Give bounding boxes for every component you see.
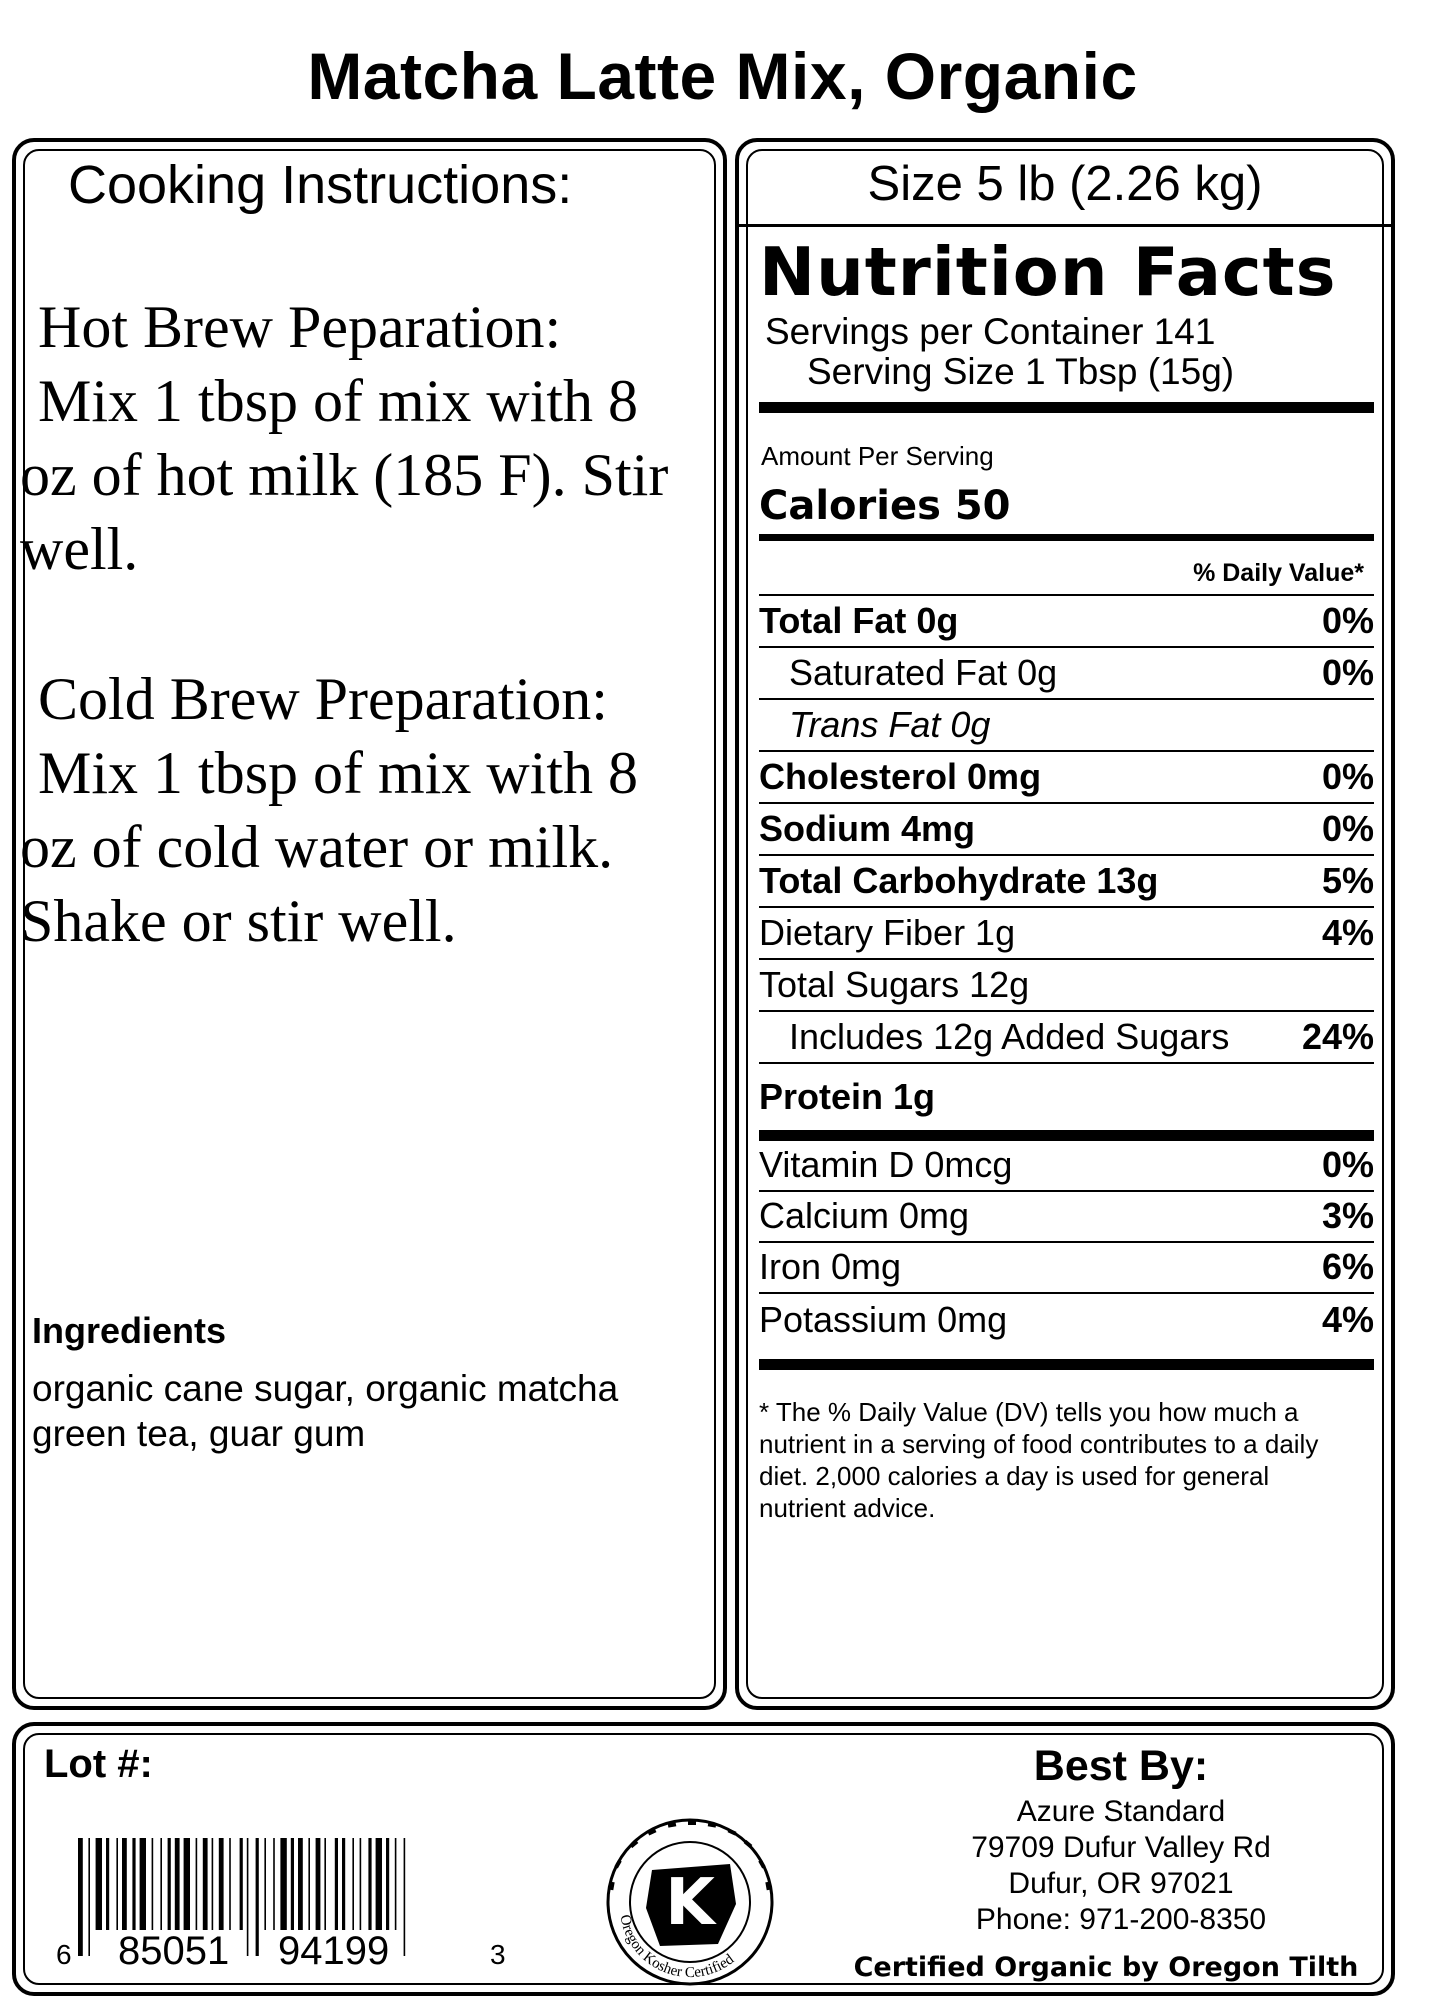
organic-certification: Certified Organic by Oregon Tilth <box>853 1952 1359 1983</box>
nutrition-facts <box>759 232 1374 1524</box>
amount-per-serving: Amount Per Serving <box>761 441 994 471</box>
product-title: Matcha Latte Mix, Organic <box>307 39 1138 113</box>
barcode-bar <box>376 1838 382 1930</box>
kosher-letter: K <box>665 1866 715 1940</box>
vitamin-name: Vitamin D 0mcg <box>759 1144 1013 1185</box>
barcode-bar <box>168 1838 171 1930</box>
barcode-bar <box>212 1838 214 1930</box>
nutrient-name: Total Sugars 12g <box>759 964 1030 1005</box>
daily-value-header: % Daily Value* <box>759 541 1374 596</box>
nutrient-row <box>759 960 1374 1012</box>
vitamin-name: Potassium 0mg <box>759 1299 1008 1340</box>
barcode-bar <box>78 1838 83 1956</box>
nutrient-name: Sodium 4mg <box>759 808 976 849</box>
barcode-bar <box>88 1838 90 1956</box>
kosher-ring-text: Oregon Kosher Certified <box>616 1913 738 1982</box>
package-size: Size 5 lb (2.26 kg) <box>867 157 1263 211</box>
city-state-zip: Dufur, OR 97021 <box>1008 1867 1234 1900</box>
barcode-bar <box>386 1838 389 1930</box>
best-by-label: Best By: <box>1033 1742 1209 1790</box>
vitamin-dv: 4% <box>1321 1299 1374 1340</box>
calories: Calories 50 <box>759 483 1011 529</box>
barcode-bar <box>324 1838 326 1930</box>
nutrient-row <box>759 856 1374 908</box>
hot-brew-heading: Hot Brew Peparation: <box>38 294 562 360</box>
nutrient-row <box>759 1012 1374 1064</box>
company-name: Azure Standard <box>1016 1795 1226 1828</box>
cold-brew-heading: Cold Brew Preparation: <box>38 666 608 732</box>
barcode-bar <box>308 1838 310 1930</box>
barcode-bar <box>96 1838 102 1930</box>
lot-number-label: Lot #: <box>44 1742 153 1786</box>
barcode-bar <box>368 1838 371 1930</box>
nutrient-dv: 24% <box>1301 1016 1374 1057</box>
barcode <box>42 1838 512 1968</box>
nutrient-name: Protein 1g <box>759 1076 936 1117</box>
vitamin-dv: 3% <box>1321 1195 1374 1236</box>
barcode-bar <box>264 1838 266 1930</box>
cooking-instructions-title: Cooking Instructions: <box>68 155 573 215</box>
instructions-panel <box>12 138 727 1710</box>
nutrient-dv: 0% <box>1321 756 1374 797</box>
thick-divider <box>759 1359 1374 1370</box>
barcode-bar <box>291 1838 294 1930</box>
serving-size: Serving Size 1 Tbsp (15g) <box>807 351 1235 392</box>
barcode-bar <box>116 1838 118 1930</box>
nutrient-dv: 0% <box>1321 808 1374 849</box>
barcode-bar <box>229 1838 231 1930</box>
thick-divider <box>759 402 1374 413</box>
phone-number: Phone: 971-200-8350 <box>975 1903 1267 1936</box>
label-footer-panel <box>12 1722 1395 1996</box>
nutrition-panel <box>735 138 1395 1710</box>
street-address: 79709 Dufur Valley Rd <box>971 1831 1271 1864</box>
cold-brew-line1: Mix 1 tbsp of mix with 8 <box>38 740 639 806</box>
barcode-bar <box>352 1838 354 1930</box>
barcode-bar <box>395 1838 397 1930</box>
barcode-first-digit: 6 <box>56 1939 72 1968</box>
barcode-bar <box>219 1838 224 1930</box>
thick-divider <box>759 1130 1374 1141</box>
barcode-bar <box>175 1838 180 1930</box>
nutrient-row <box>759 908 1374 960</box>
nutrient-name: Trans Fat 0g <box>789 704 991 745</box>
nutrient-row <box>759 596 1374 648</box>
kosher-seal-icon <box>590 1812 790 1992</box>
barcode-bar <box>160 1838 162 1930</box>
barcode-bar <box>132 1838 135 1930</box>
barcode-bar <box>316 1838 321 1930</box>
hot-brew-line1: Mix 1 tbsp of mix with 8 <box>38 368 639 434</box>
ingredients-title: Ingredients <box>32 1310 227 1351</box>
barcode-bar <box>203 1838 208 1930</box>
barcode-bar <box>360 1838 362 1930</box>
vitamin-row <box>759 1192 1374 1243</box>
best-by-block <box>906 1738 1336 1938</box>
size-divider <box>739 224 1391 227</box>
cold-brew-rest: oz of cold water or milk. Shake or stir well. <box>20 814 614 954</box>
barcode-bar <box>140 1838 146 1930</box>
ingredients-text: organic cane sugar, organic matcha green tea, guar gum <box>32 1368 619 1454</box>
hot-brew-instructions <box>20 290 710 586</box>
nutrient-name: Total Carbohydrate 13g <box>759 860 1159 901</box>
nutrient-row <box>759 752 1374 804</box>
vitamin-row <box>759 1294 1374 1345</box>
nutrient-name: Total Fat 0g <box>759 600 959 641</box>
servings-per-container: Servings per Container 141 <box>765 311 1216 352</box>
nutrient-dv: 0% <box>1321 600 1374 641</box>
nutrition-facts-title: Nutrition Facts <box>759 233 1337 311</box>
nutrient-row <box>759 648 1374 700</box>
hot-brew-rest: oz of hot milk (185 F). Stir well. <box>20 442 669 582</box>
barcode-left-digits: 85051 <box>118 1929 230 1968</box>
barcode-bar <box>342 1838 345 1930</box>
barcode-bar <box>273 1838 275 1930</box>
nutrient-dv: 5% <box>1321 860 1374 901</box>
cold-brew-instructions <box>20 662 710 958</box>
nutrient-name: Includes 12g Added Sugars <box>789 1016 1230 1057</box>
vitamin-dv: 0% <box>1321 1144 1374 1185</box>
vitamin-name: Calcium 0mg <box>759 1195 970 1236</box>
barcode-bar <box>196 1838 198 1930</box>
barcode-bar <box>184 1838 190 1930</box>
barcode-bar <box>106 1838 109 1930</box>
barcode-bar <box>298 1838 303 1930</box>
barcode-bar <box>404 1838 406 1956</box>
barcode-last-digit: 3 <box>490 1939 506 1968</box>
barcode-bar <box>256 1838 259 1956</box>
vitamin-name: Iron 0mg <box>759 1246 902 1287</box>
nutrient-dv: 0% <box>1321 652 1374 693</box>
barcode-bar <box>122 1838 127 1930</box>
nutrient-row <box>759 1064 1374 1122</box>
barcode-bar <box>280 1838 286 1930</box>
barcode-bar <box>240 1838 243 1930</box>
nutrient-row <box>759 804 1374 856</box>
barcode-bar <box>247 1838 249 1956</box>
nutrient-name: Dietary Fiber 1g <box>759 912 1016 953</box>
vitamin-dv: 6% <box>1321 1246 1374 1287</box>
barcode-right-digits: 94199 <box>278 1929 390 1968</box>
vitamin-row <box>759 1243 1374 1294</box>
nutrient-name: Saturated Fat 0g <box>789 652 1058 693</box>
barcode-bar <box>152 1838 154 1930</box>
daily-value-footnote: * The % Daily Value (DV) tells you how much a nutrient in a serving of food contributes to a daily diet. 2,000 calories a day is used for general nutrient advice. <box>759 1397 1319 1523</box>
nutrient-name: Cholesterol 0mg <box>759 756 1042 797</box>
nutrient-dv: 4% <box>1321 912 1374 953</box>
medium-divider <box>759 534 1374 541</box>
barcode-bar <box>335 1838 338 1930</box>
nutrient-row <box>759 700 1374 752</box>
vitamin-row <box>759 1141 1374 1192</box>
